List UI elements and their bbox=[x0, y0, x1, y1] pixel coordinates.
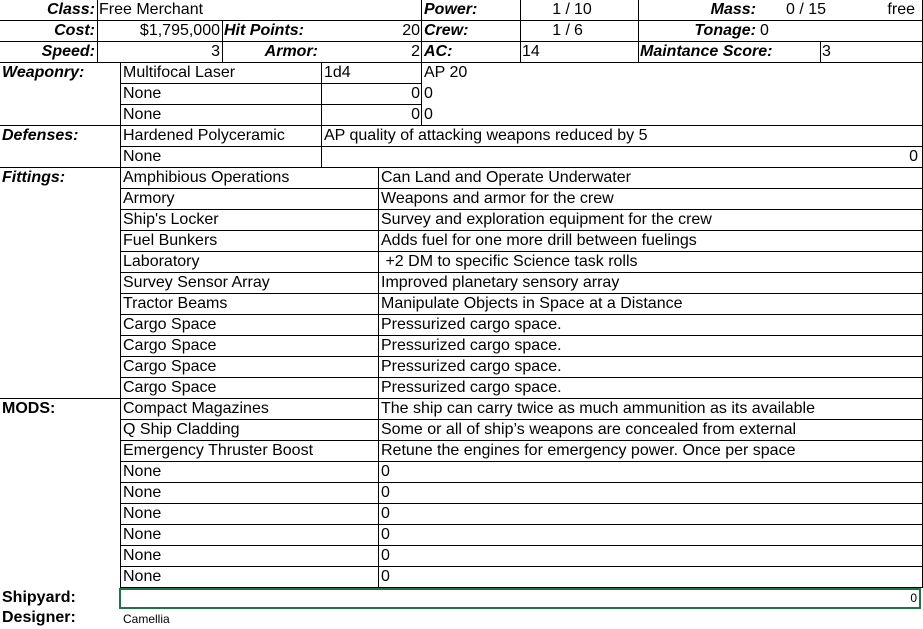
mod-7-name[interactable]: None bbox=[123, 526, 162, 543]
crew-used-cell[interactable]: 1 / bbox=[552, 22, 570, 39]
grid-line bbox=[120, 335, 923, 336]
fitting-10-desc[interactable]: Pressurized cargo space. bbox=[381, 358, 562, 375]
weapon-1-ap[interactable]: AP 20 bbox=[424, 64, 468, 81]
armor-label: Armor: bbox=[264, 43, 318, 60]
class-label: Class: bbox=[46, 1, 95, 18]
class-value-cell[interactable]: Free Merchant bbox=[99, 1, 204, 18]
mass-value-cell[interactable]: 0 / 15 bbox=[786, 1, 827, 18]
fitting-10-name[interactable]: Cargo Space bbox=[123, 358, 217, 375]
maintenance-label: Maintance Score: bbox=[640, 43, 773, 60]
grid-line bbox=[120, 503, 923, 504]
grid-line bbox=[120, 440, 923, 441]
mod-9-name[interactable]: None bbox=[123, 568, 162, 585]
ac-value-cell[interactable]: 14 bbox=[522, 43, 540, 60]
grid-line bbox=[120, 461, 923, 462]
grid-line bbox=[120, 524, 923, 525]
power-used-cell[interactable]: 1 / bbox=[552, 1, 570, 18]
grid-line bbox=[0, 62, 923, 63]
weapon-3-name[interactable]: None bbox=[123, 106, 162, 123]
grid-line bbox=[120, 482, 923, 483]
fitting-3-desc[interactable]: Survey and exploration equipment for the crew bbox=[381, 211, 712, 228]
fitting-1-desc[interactable]: Can Land and Operate Underwater bbox=[381, 169, 631, 186]
fittings-label: Fittings: bbox=[2, 169, 66, 186]
grid-line bbox=[120, 377, 923, 378]
mod-9-desc[interactable]: 0 bbox=[381, 568, 390, 585]
grid-line bbox=[520, 0, 521, 63]
mass-label: Mass: bbox=[710, 1, 756, 18]
fitting-4-desc[interactable]: Adds fuel for one more drill between fuelings bbox=[381, 232, 697, 249]
mod-5-name[interactable]: None bbox=[123, 484, 162, 501]
grid-line bbox=[0, 167, 923, 168]
fitting-5-name[interactable]: Laboratory bbox=[123, 253, 200, 270]
cost-label: Cost: bbox=[54, 22, 95, 39]
grid-line bbox=[120, 419, 923, 420]
shipyard-label: Shipyard: bbox=[2, 589, 76, 606]
grid-line bbox=[120, 83, 422, 84]
fitting-4-name[interactable]: Fuel Bunkers bbox=[123, 232, 218, 249]
fitting-6-desc[interactable]: Improved planetary sensory array bbox=[381, 274, 620, 291]
hit-points-value-cell[interactable]: 20 bbox=[402, 22, 420, 39]
fitting-2-desc[interactable]: Weapons and armor for the crew bbox=[381, 190, 614, 207]
mods-label: MODS: bbox=[2, 400, 56, 417]
grid-line bbox=[120, 230, 923, 231]
defense-2-name[interactable]: None bbox=[123, 148, 162, 165]
mod-4-desc[interactable]: 0 bbox=[381, 463, 390, 480]
grid-line bbox=[222, 21, 223, 63]
grid-line bbox=[321, 63, 322, 168]
grid-line bbox=[120, 146, 923, 147]
cost-value-cell[interactable]: $1,795,000 bbox=[139, 22, 220, 39]
weapon-1-name[interactable]: Multifocal Laser bbox=[123, 64, 236, 81]
weapon-2-ap[interactable]: 0 bbox=[424, 85, 433, 102]
speed-value-cell[interactable]: 3 bbox=[211, 43, 220, 60]
grid-line bbox=[120, 104, 422, 105]
grid-line bbox=[120, 566, 923, 567]
shipyard-value-cell[interactable]: 0 bbox=[910, 591, 917, 605]
mod-6-desc[interactable]: 0 bbox=[381, 505, 390, 522]
mod-2-desc[interactable]: Some or all of ship’s weapons are concealed from external bbox=[381, 421, 797, 438]
weapon-1-damage[interactable]: 1d4 bbox=[324, 64, 351, 81]
fitting-8-name[interactable]: Cargo Space bbox=[123, 316, 217, 333]
mod-4-name[interactable]: None bbox=[123, 463, 162, 480]
mass-free-cell[interactable]: free bbox=[887, 1, 915, 18]
grid-line bbox=[120, 272, 923, 273]
grid-line bbox=[421, 0, 422, 126]
grid-line bbox=[0, 398, 923, 399]
fitting-3-name[interactable]: Ship's Locker bbox=[123, 211, 219, 228]
tonnage-label: Tonage: bbox=[694, 22, 756, 39]
mod-3-name[interactable]: Emergency Thruster Boost bbox=[123, 442, 314, 459]
mod-8-name[interactable]: None bbox=[123, 547, 162, 564]
grid-line bbox=[120, 251, 923, 252]
defense-1-desc[interactable]: AP quality of attacking weapons reduced by 5 bbox=[324, 127, 648, 144]
armor-value-cell[interactable]: 2 bbox=[411, 43, 420, 60]
fitting-11-desc[interactable]: Pressurized cargo space. bbox=[381, 379, 562, 396]
grid-line bbox=[0, 125, 923, 126]
grid-line bbox=[120, 209, 923, 210]
ac-label: AC: bbox=[424, 43, 453, 60]
grid-line bbox=[0, 41, 923, 42]
fitting-7-desc[interactable]: Manipulate Objects in Space at a Distance bbox=[381, 295, 683, 312]
fitting-8-desc[interactable]: Pressurized cargo space. bbox=[381, 316, 562, 333]
tonnage-value-cell[interactable]: 0 bbox=[760, 22, 769, 39]
power-max-cell[interactable]: 10 bbox=[574, 1, 592, 18]
mod-8-desc[interactable]: 0 bbox=[381, 547, 390, 564]
grid-line bbox=[120, 545, 923, 546]
mod-1-name[interactable]: Compact Magazines bbox=[123, 400, 269, 417]
grid-line bbox=[120, 587, 923, 588]
fitting-7-name[interactable]: Tractor Beams bbox=[123, 295, 228, 312]
grid-line bbox=[120, 356, 923, 357]
mod-1-desc[interactable]: The ship can carry twice as much ammunition as its available bbox=[381, 400, 815, 417]
mod-2-name[interactable]: Q Ship Cladding bbox=[123, 421, 240, 438]
defense-2-desc[interactable]: 0 bbox=[909, 148, 918, 165]
speed-label: Speed: bbox=[41, 43, 95, 60]
mod-7-desc[interactable]: 0 bbox=[381, 526, 390, 543]
mod-5-desc[interactable]: 0 bbox=[381, 484, 390, 501]
grid-line bbox=[378, 168, 379, 588]
fitting-2-name[interactable]: Armory bbox=[123, 190, 175, 207]
weapon-3-damage[interactable]: 0 bbox=[411, 106, 420, 123]
defense-1-name[interactable]: Hardened Polyceramic bbox=[123, 127, 285, 144]
fitting-6-name[interactable]: Survey Sensor Array bbox=[123, 274, 270, 291]
grid-line bbox=[97, 0, 98, 63]
grid-line bbox=[638, 0, 639, 63]
weaponry-label: Weaponry: bbox=[2, 64, 85, 81]
designer-value-cell[interactable]: Camellia bbox=[123, 612, 170, 626]
defenses-label: Defenses: bbox=[2, 127, 79, 144]
grid-line bbox=[120, 293, 923, 294]
power-label: Power: bbox=[424, 1, 478, 18]
crew-max-cell[interactable]: 6 bbox=[574, 22, 583, 39]
grid-line bbox=[120, 63, 121, 588]
fitting-9-name[interactable]: Cargo Space bbox=[123, 337, 217, 354]
maintenance-value-cell[interactable]: 3 bbox=[822, 43, 831, 60]
fitting-9-desc[interactable]: Pressurized cargo space. bbox=[381, 337, 562, 354]
designer-label: Designer: bbox=[2, 609, 76, 626]
crew-label: Crew: bbox=[424, 22, 469, 39]
fitting-11-name[interactable]: Cargo Space bbox=[123, 379, 217, 396]
mod-6-name[interactable]: None bbox=[123, 505, 162, 522]
weapon-2-name[interactable]: None bbox=[123, 85, 162, 102]
hit-points-label: Hit Points: bbox=[224, 22, 304, 39]
mod-3-desc[interactable]: Retune the engines for emergency power. Once per space bbox=[381, 442, 796, 459]
grid-line bbox=[0, 20, 923, 21]
weapon-3-ap[interactable]: 0 bbox=[424, 106, 433, 123]
grid-line bbox=[820, 42, 821, 63]
weapon-2-damage[interactable]: 0 bbox=[411, 85, 420, 102]
fitting-5-desc[interactable]: +2 DM to specific Science task rolls bbox=[381, 253, 638, 270]
fitting-1-name[interactable]: Amphibious Operations bbox=[123, 169, 290, 186]
grid-line bbox=[120, 188, 923, 189]
grid-line bbox=[120, 314, 923, 315]
